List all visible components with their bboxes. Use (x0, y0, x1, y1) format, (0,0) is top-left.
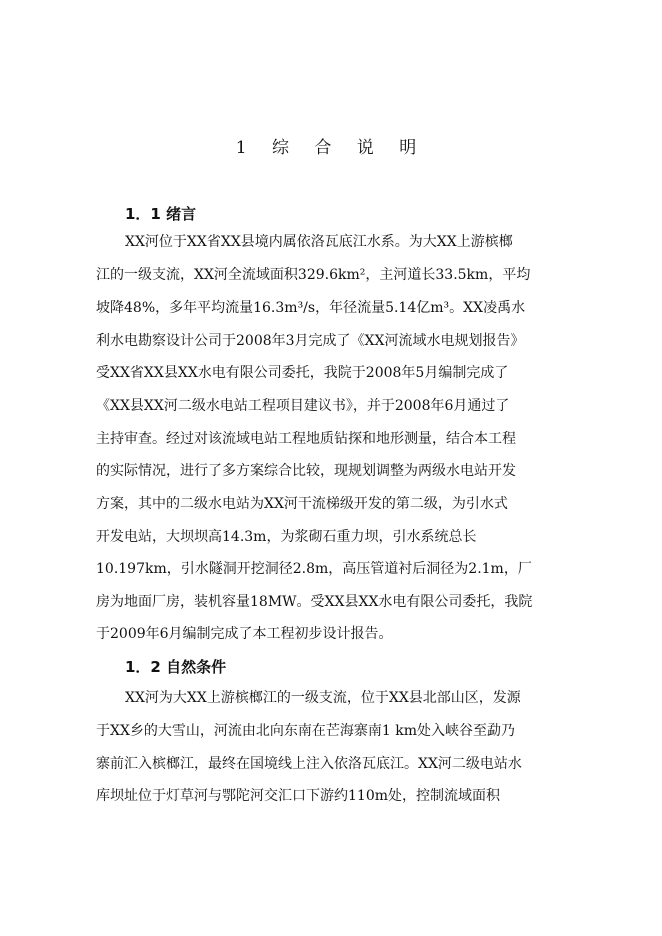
paragraph-line: 坡降48%，多年平均流量16.3m³/s，年径流量5.14亿m³。XX凌禹水 (96, 300, 526, 316)
paragraph-line: 《XX县XX河二级水电站工程项目建议书》，并于2008年6月通过了 (96, 398, 510, 414)
paragraph-line: 利水电勘察设计公司于2008年3月完成了《XX河流域水电规划报告》 (96, 333, 525, 349)
paragraph-line: 开发电站，大坝坝高14.3m，为浆砌石重力坝，引水系统总长 (96, 529, 477, 545)
section-heading-1-1: 1．1 绪言 (125, 205, 197, 223)
paragraph-line: 主持审查。经过对该流域电站工程地质钻探和地形测量，结合本工程 (96, 431, 516, 447)
paragraph-line: 的实际情况，进行了多方案综合比较，现规划调整为两级水电站开发 (96, 463, 516, 479)
paragraph-line: 房为地面厂房，装机容量18MW。受XX县XX水电有限公司委托，我院 (96, 594, 533, 610)
paragraph-line: 受XX省XX县XX水电有限公司委托，我院于2008年5月编制完成了 (96, 365, 509, 381)
paragraph-line: XX河为大XX上游槟榔江的一级支流，位于XX县北部山区，发源 (125, 690, 521, 706)
section-heading-1-2: 1．2 自然条件 (125, 658, 227, 676)
paragraph-line: 寨前汇入槟榔江，最终在国境线上注入依洛瓦底江。XX河二级电站水 (96, 756, 522, 772)
paragraph-line: 10.197km，引水隧洞开挖洞径2.8m，高压管道衬后洞径为2.1m，厂 (96, 561, 532, 577)
paragraph-line: 库坝址位于灯草河与鄂陀河交汇口下游约110m处，控制流域面积 (96, 788, 500, 804)
chapter-title: 1 综 合 说 明 (235, 138, 427, 158)
paragraph-line: 于2009年6月编制完成了本工程初步设计报告。 (96, 626, 393, 642)
paragraph-line: 于XX乡的大雪山，河流由北向东南在芒海寨南1 km处入峡谷至勐乃 (96, 723, 516, 739)
paragraph-line: XX河位于XX省XX县境内属依洛瓦底江水系。为大XX上游槟榔 (125, 234, 513, 250)
paragraph-line: 方案，其中的二级水电站为XX河干流梯级开发的第二级，为引水式 (96, 496, 508, 512)
paragraph-line: 江的一级支流，XX河全流域面积329.6km²，主河道长33.5km，平均 (96, 267, 531, 283)
